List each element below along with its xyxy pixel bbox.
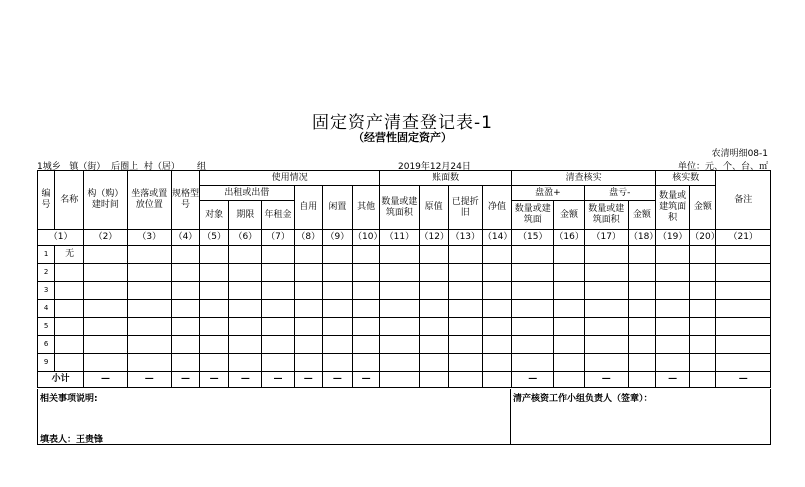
col-number: （18）	[628, 230, 655, 246]
table-cell	[262, 246, 294, 264]
header-orig-value: 原值	[419, 186, 448, 230]
table-cell	[262, 318, 294, 336]
row-number: 9	[38, 354, 55, 372]
table-cell	[716, 264, 771, 282]
subtotal-cell	[380, 372, 419, 388]
subtotal-cell: —	[584, 372, 628, 388]
table-cell	[229, 318, 262, 336]
col-number: （20）	[690, 230, 716, 246]
table-cell	[322, 336, 352, 354]
table-cell	[554, 246, 584, 264]
subtotal-cell	[628, 372, 655, 388]
header-deficit-amount: 金额	[628, 201, 655, 230]
table-cell	[322, 264, 352, 282]
header-surplus-amount: 金额	[554, 201, 584, 230]
subtotal-cell	[554, 372, 584, 388]
table-cell	[171, 282, 199, 300]
header-verified: 核实数	[656, 171, 716, 186]
header-name: 名称	[55, 171, 84, 230]
header-verified-qty: 数量或建筑面积	[656, 186, 690, 230]
table-cell	[200, 246, 229, 264]
table-cell	[482, 354, 511, 372]
row-name	[55, 336, 84, 354]
table-cell	[656, 264, 690, 282]
table-cell	[353, 354, 380, 372]
table-cell	[554, 336, 584, 354]
table-cell	[380, 246, 419, 264]
header-book-qty: 数量或建筑面积	[380, 186, 419, 230]
table-cell	[294, 282, 322, 300]
table-row	[38, 354, 771, 372]
col-number: （9）	[322, 230, 352, 246]
table-cell	[482, 318, 511, 336]
table-cell	[482, 336, 511, 354]
table-cell	[380, 336, 419, 354]
header-build-time: 构（购）建时间	[84, 171, 127, 230]
col-number: （19）	[656, 230, 690, 246]
table-cell	[656, 336, 690, 354]
address-village-name: 后圈上	[111, 162, 139, 172]
table-cell	[512, 318, 554, 336]
table-cell	[554, 264, 584, 282]
table-row	[38, 246, 771, 264]
table-cell	[690, 300, 716, 318]
table-cell	[262, 264, 294, 282]
row-number: 4	[38, 300, 55, 318]
col-number: （17）	[584, 230, 628, 246]
table-cell	[584, 300, 628, 318]
table-cell	[229, 282, 262, 300]
col-number: （15）	[512, 230, 554, 246]
subtotal-label: 小计	[38, 372, 84, 388]
table-cell	[171, 264, 199, 282]
table-cell	[127, 336, 171, 354]
unit-label: 单位：元、个、台、㎡	[677, 162, 768, 172]
table-cell	[716, 282, 771, 300]
table-cell	[512, 354, 554, 372]
table-cell	[229, 300, 262, 318]
page-title: 固定资产清查登记表-1	[312, 113, 493, 133]
table-cell	[171, 318, 199, 336]
header-surplus-qty: 数量或建筑面	[512, 201, 554, 230]
header-net-value: 净值	[482, 186, 511, 230]
table-cell	[200, 336, 229, 354]
subtotal-cell: —	[294, 372, 322, 388]
address-group: 组	[197, 162, 207, 172]
header-rent: 出租或出借	[200, 186, 295, 201]
table-cell	[353, 318, 380, 336]
subtotal-cell: —	[84, 372, 127, 388]
table-cell	[690, 354, 716, 372]
table-cell	[628, 282, 655, 300]
col-number: （4）	[171, 230, 199, 246]
header-other: 其他	[353, 186, 380, 230]
table-cell	[380, 354, 419, 372]
table-cell	[171, 246, 199, 264]
table-cell	[690, 246, 716, 264]
table-cell	[127, 318, 171, 336]
leader-signature-label: 清产核资工作小组负责人（签章）：	[513, 394, 653, 404]
table-row	[38, 336, 771, 354]
table-cell	[512, 300, 554, 318]
subtotal-cell: —	[512, 372, 554, 388]
row-number: 2	[38, 264, 55, 282]
table-cell	[229, 336, 262, 354]
table-cell	[84, 264, 127, 282]
col-number: （6）	[229, 230, 262, 246]
table-cell	[200, 282, 229, 300]
table-cell	[353, 282, 380, 300]
row-name	[55, 282, 84, 300]
table-cell	[262, 336, 294, 354]
table-cell	[628, 318, 655, 336]
table-cell	[353, 336, 380, 354]
table-cell	[200, 354, 229, 372]
col-number: （16）	[554, 230, 584, 246]
table-cell	[200, 318, 229, 336]
table-cell	[262, 300, 294, 318]
table-cell	[584, 354, 628, 372]
subtotal-cell: —	[262, 372, 294, 388]
table-cell	[716, 246, 771, 264]
table-cell	[84, 318, 127, 336]
header-location: 坐落或置放位置	[127, 171, 171, 230]
table-cell	[229, 354, 262, 372]
table-cell	[127, 282, 171, 300]
table-cell	[584, 318, 628, 336]
table-cell	[294, 300, 322, 318]
header-check: 清查核实	[512, 171, 656, 186]
table-cell	[656, 282, 690, 300]
table-cell	[628, 264, 655, 282]
table-cell	[512, 264, 554, 282]
header-surplus: 盘盈+	[512, 186, 584, 201]
table-cell	[419, 246, 448, 264]
header-self-use: 自用	[294, 186, 322, 230]
table-cell	[322, 300, 352, 318]
table-cell	[200, 300, 229, 318]
table-cell	[584, 246, 628, 264]
table-cell	[448, 264, 482, 282]
table-cell	[482, 282, 511, 300]
table-cell	[419, 300, 448, 318]
header-deficit: 盘亏-	[584, 186, 655, 201]
table-cell	[448, 336, 482, 354]
table-cell	[656, 354, 690, 372]
table-cell	[584, 282, 628, 300]
table-cell	[294, 354, 322, 372]
table-cell	[171, 354, 199, 372]
table-cell	[628, 354, 655, 372]
table-cell	[380, 282, 419, 300]
table-cell	[200, 264, 229, 282]
table-cell	[294, 318, 322, 336]
date-month: 12	[429, 162, 442, 172]
table-cell	[171, 300, 199, 318]
table-cell	[512, 336, 554, 354]
table-cell	[656, 246, 690, 264]
table-cell	[482, 246, 511, 264]
address-village: 村（居）	[143, 162, 180, 172]
column-number-row	[38, 230, 771, 246]
date-day: 24	[450, 162, 462, 172]
header-idle: 闲置	[322, 186, 352, 230]
table-cell	[584, 336, 628, 354]
table-cell	[448, 318, 482, 336]
table-cell	[448, 246, 482, 264]
table-cell	[554, 282, 584, 300]
table-cell	[690, 318, 716, 336]
table-cell	[419, 282, 448, 300]
subtotal-cell: —	[656, 372, 690, 388]
table-cell	[690, 336, 716, 354]
header-depreciation: 已提折旧	[448, 186, 482, 230]
col-number: （1）	[38, 230, 84, 246]
table-cell	[419, 354, 448, 372]
table-cell	[229, 246, 262, 264]
table-cell	[127, 300, 171, 318]
table-cell	[380, 318, 419, 336]
col-number: （3）	[127, 230, 171, 246]
asset-register-table	[37, 170, 771, 388]
subtotal-cell: —	[127, 372, 171, 388]
table-cell	[656, 300, 690, 318]
notes-label: 相关事项说明:	[40, 394, 98, 404]
table-cell	[322, 246, 352, 264]
subtotal-cell	[448, 372, 482, 388]
table-cell	[353, 246, 380, 264]
table-row	[38, 318, 771, 336]
table-cell	[84, 300, 127, 318]
table-cell	[419, 264, 448, 282]
table-cell	[322, 318, 352, 336]
table-cell	[127, 246, 171, 264]
table-cell	[127, 354, 171, 372]
header-usage: 使用情况	[200, 171, 380, 186]
subtotal-cell	[482, 372, 511, 388]
subtotal-cell: —	[322, 372, 352, 388]
table-cell	[656, 318, 690, 336]
address-town: 镇（街）	[69, 162, 106, 172]
date-year: 2019	[398, 162, 421, 172]
col-number: （11）	[380, 230, 419, 246]
table-cell	[554, 318, 584, 336]
table-cell	[322, 282, 352, 300]
header-spec: 规格型号	[171, 171, 199, 230]
table-cell	[380, 264, 419, 282]
table-cell	[84, 282, 127, 300]
subtotal-cell: —	[171, 372, 199, 388]
table-cell	[380, 300, 419, 318]
table-cell	[262, 282, 294, 300]
table-cell	[716, 336, 771, 354]
table-cell	[482, 300, 511, 318]
footer-section	[37, 389, 771, 445]
form-number: 农清明细08-1	[711, 149, 768, 159]
header-term: 期限	[229, 201, 262, 230]
subtotal-cell	[690, 372, 716, 388]
table-cell	[294, 264, 322, 282]
header-book: 账面数	[380, 171, 512, 186]
table-cell	[628, 336, 655, 354]
subtotal-row	[38, 372, 771, 388]
col-number: （13）	[448, 230, 482, 246]
table-cell	[628, 300, 655, 318]
subtotal-cell: —	[716, 372, 771, 388]
table-cell	[628, 246, 655, 264]
table-cell	[353, 300, 380, 318]
col-number: （7）	[262, 230, 294, 246]
header-remarks: 备注	[716, 171, 771, 230]
header-no: 编号	[38, 171, 55, 230]
table-cell	[229, 264, 262, 282]
table-cell	[294, 246, 322, 264]
table-cell	[353, 264, 380, 282]
table-cell	[294, 336, 322, 354]
table-cell	[716, 300, 771, 318]
table-cell	[716, 354, 771, 372]
col-number: （2）	[84, 230, 127, 246]
table-row	[38, 300, 771, 318]
row-number: 1	[38, 246, 55, 264]
table-row	[38, 282, 771, 300]
table-cell	[554, 354, 584, 372]
page-subtitle: （经营性固定资产）	[353, 131, 452, 144]
table-cell	[512, 246, 554, 264]
col-number: （10）	[353, 230, 380, 246]
subtotal-cell: —	[229, 372, 262, 388]
table-cell	[482, 264, 511, 282]
row-name	[55, 318, 84, 336]
table-cell	[512, 282, 554, 300]
row-number: 3	[38, 282, 55, 300]
col-number: （12）	[419, 230, 448, 246]
col-number: （8）	[294, 230, 322, 246]
table-cell	[262, 354, 294, 372]
subtotal-cell: —	[200, 372, 229, 388]
table-cell	[84, 336, 127, 354]
row-name	[55, 264, 84, 282]
table-cell	[84, 246, 127, 264]
header-target: 对象	[200, 201, 229, 230]
row-number: 5	[38, 318, 55, 336]
header-verified-amount: 金额	[690, 186, 716, 230]
header-deficit-qty: 数量或建筑面积	[584, 201, 628, 230]
subtotal-cell	[419, 372, 448, 388]
row-name	[55, 300, 84, 318]
filler-label: 填表人：王贵锋	[40, 435, 104, 445]
table-cell	[690, 264, 716, 282]
subtotal-cell: —	[353, 372, 380, 388]
header-annual-rent: 年租金	[262, 201, 294, 230]
col-number: （5）	[200, 230, 229, 246]
table-cell	[171, 336, 199, 354]
table-cell	[554, 300, 584, 318]
footer-divider	[510, 389, 511, 444]
table-cell	[419, 318, 448, 336]
table-cell	[448, 354, 482, 372]
table-cell	[419, 336, 448, 354]
col-number: （14）	[482, 230, 511, 246]
col-number: （21）	[716, 230, 771, 246]
address-township: 1城乡	[37, 162, 61, 172]
row-name	[55, 354, 84, 372]
date-line: 2019年12月24日	[398, 162, 471, 172]
table-cell	[716, 318, 771, 336]
table-cell	[84, 354, 127, 372]
row-name: 无	[55, 246, 84, 264]
table-cell	[448, 300, 482, 318]
row-number: 6	[38, 336, 55, 354]
table-cell	[584, 264, 628, 282]
table-cell	[690, 282, 716, 300]
table-cell	[127, 264, 171, 282]
table-cell	[448, 282, 482, 300]
table-cell	[322, 354, 352, 372]
table-row	[38, 264, 771, 282]
